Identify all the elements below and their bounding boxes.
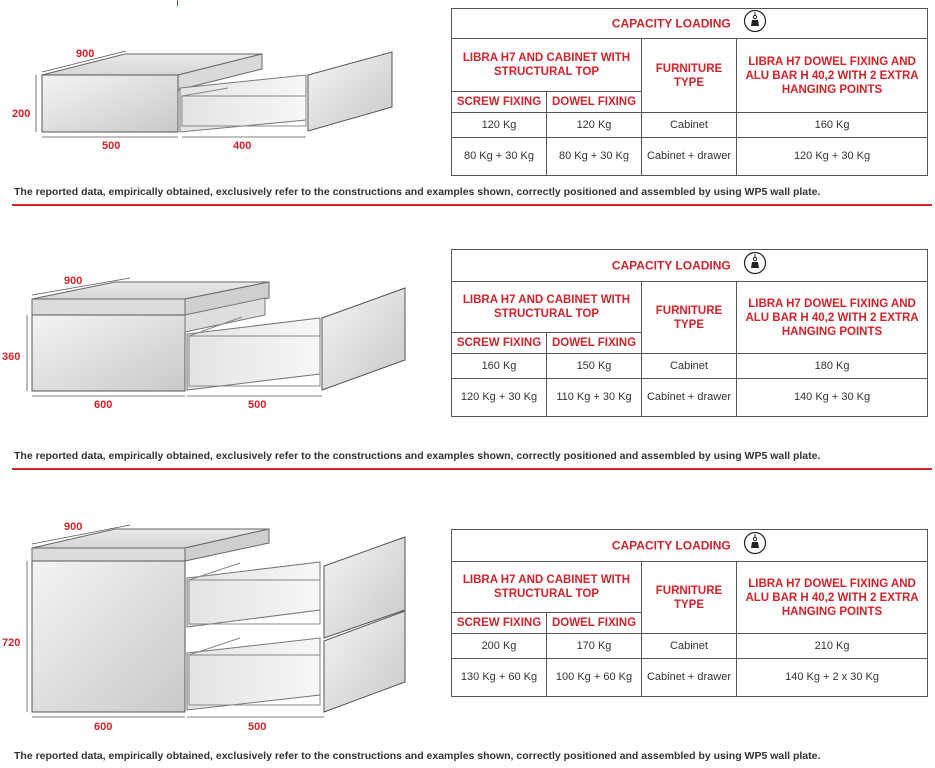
dowel-fixing-header: DOWEL FIXING xyxy=(547,92,642,113)
alu-value: 140 Kg + 30 Kg xyxy=(737,379,928,417)
table-row xyxy=(452,354,928,379)
screw-value: 130 Kg + 60 Kg xyxy=(452,659,547,697)
dowel-value: 110 Kg + 30 Kg xyxy=(547,379,642,417)
furniture-type: Cabinet + drawer xyxy=(642,379,737,417)
dim-height: 720 xyxy=(2,637,21,649)
alu-value: 120 Kg + 30 Kg xyxy=(737,138,928,176)
capacity-table xyxy=(451,8,928,176)
table-row xyxy=(452,634,928,659)
dim-height: 360 xyxy=(2,351,21,363)
type-header: FURNITURE TYPE xyxy=(642,282,737,354)
config-section-3 xyxy=(0,510,935,768)
type-header: FURNITURE TYPE xyxy=(642,562,737,634)
dim-width: 900 xyxy=(64,275,83,287)
disclaimer-note: The reported data, empirically obtained, exclusively refer to the constructions and examples shown, correctly positioned and assembled by using WP5 wall plate. xyxy=(14,450,821,462)
capacity-table xyxy=(451,529,928,697)
table-row xyxy=(452,113,928,138)
left-header: LIBRA H7 AND CABINET WITH STRUCTURAL TOP xyxy=(452,282,642,333)
dim-cabinet-width: 600 xyxy=(94,721,113,733)
dowel-value: 80 Kg + 30 Kg xyxy=(547,138,642,176)
table-row xyxy=(452,138,928,176)
screw-value: 80 Kg + 30 Kg xyxy=(452,138,547,176)
dowel-fixing-header: DOWEL FIXING xyxy=(547,613,642,634)
dowel-value: 120 Kg xyxy=(547,113,642,138)
dowel-value: 100 Kg + 60 Kg xyxy=(547,659,642,697)
screw-value: 160 Kg xyxy=(452,354,547,379)
dowel-value: 150 Kg xyxy=(547,354,642,379)
alu-value: 160 Kg xyxy=(737,113,928,138)
dim-cabinet-width: 600 xyxy=(94,399,113,411)
alu-value: 180 Kg xyxy=(737,354,928,379)
type-header: FURNITURE TYPE xyxy=(642,39,737,113)
furniture-type: Cabinet + drawer xyxy=(642,659,737,697)
right-header: LIBRA H7 DOWEL FIXING AND ALU BAR H 40,2 WITH 2 EXTRA HANGING POINTS xyxy=(737,282,928,354)
dim-drawer-width: 400 xyxy=(233,140,252,152)
alu-value: 210 Kg xyxy=(737,634,928,659)
capacity-title-cell xyxy=(452,250,928,282)
weight-kg-icon xyxy=(743,251,767,280)
left-header: LIBRA H7 AND CABINET WITH STRUCTURAL TOP xyxy=(452,562,642,613)
config-section-1 xyxy=(0,0,935,210)
disclaimer-note: The reported data, empirically obtained, exclusively refer to the constructions and examples shown, correctly positioned and assembled by using WP5 wall plate. xyxy=(14,750,821,762)
furniture-sketch-360 xyxy=(0,240,440,420)
dowel-value: 170 Kg xyxy=(547,634,642,659)
furniture-type: Cabinet xyxy=(642,634,737,659)
dim-drawer-width: 500 xyxy=(248,399,267,411)
capacity-title: CAPACITY LOADING xyxy=(611,258,731,273)
furniture-type: Cabinet xyxy=(642,354,737,379)
dim-width: 900 xyxy=(76,48,95,60)
screw-value: 200 Kg xyxy=(452,634,547,659)
furniture-sketch-200 xyxy=(0,0,440,160)
furniture-type: Cabinet + drawer xyxy=(642,138,737,176)
section-divider xyxy=(12,204,932,206)
capacity-title: CAPACITY LOADING xyxy=(611,538,731,553)
screw-value: 120 Kg + 30 Kg xyxy=(452,379,547,417)
screw-fixing-header: SCREW FIXING xyxy=(452,333,547,354)
left-header: LIBRA H7 AND CABINET WITH STRUCTURAL TOP xyxy=(452,39,642,92)
furniture-sketch-720 xyxy=(0,510,440,740)
capacity-table xyxy=(451,249,928,417)
dim-drawer-width: 500 xyxy=(248,721,267,733)
table-row xyxy=(452,379,928,417)
furniture-type: Cabinet xyxy=(642,113,737,138)
table-row xyxy=(452,659,928,697)
screw-fixing-header: SCREW FIXING xyxy=(452,92,547,113)
screw-value: 120 Kg xyxy=(452,113,547,138)
config-section-2 xyxy=(0,240,935,470)
capacity-title-cell xyxy=(452,530,928,562)
dowel-fixing-header: DOWEL FIXING xyxy=(547,333,642,354)
disclaimer-note: The reported data, empirically obtained, exclusively refer to the constructions and examples shown, correctly positioned and assembled by using WP5 wall plate. xyxy=(14,186,821,198)
weight-kg-icon xyxy=(743,531,767,560)
screw-fixing-header: SCREW FIXING xyxy=(452,613,547,634)
dim-height: 200 xyxy=(12,108,31,120)
weight-kg-icon xyxy=(743,9,767,38)
right-header: LIBRA H7 DOWEL FIXING AND ALU BAR H 40,2 WITH 2 EXTRA HANGING POINTS xyxy=(737,39,928,113)
dim-width: 900 xyxy=(64,521,83,533)
alu-value: 140 Kg + 2 x 30 Kg xyxy=(737,659,928,697)
capacity-title-cell xyxy=(452,9,928,39)
right-header: LIBRA H7 DOWEL FIXING AND ALU BAR H 40,2 WITH 2 EXTRA HANGING POINTS xyxy=(737,562,928,634)
section-divider xyxy=(12,468,932,470)
capacity-title: CAPACITY LOADING xyxy=(611,16,731,31)
dim-cabinet-width: 500 xyxy=(102,140,121,152)
